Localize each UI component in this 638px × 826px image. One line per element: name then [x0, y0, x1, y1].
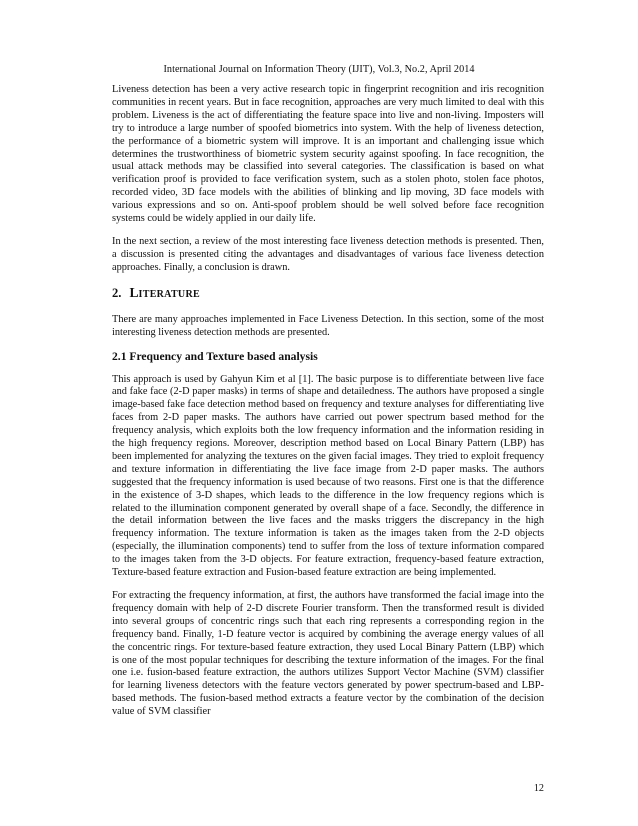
section-heading-literature [112, 285, 544, 302]
section-number: 2. [112, 285, 122, 300]
paragraph-feature-extraction: For extracting the frequency information, at first, the authors have transformed the facial image into the frequency domain with help of 2-D discrete Fourier transform. Then the transformed result is divided into several groups of concentric rings such that each ring represents a corresponding region in the frequency band. Finally, 1-D feature vector is acquired by combining the average energy values of all the concentric rings. For texture-based feature extraction, they used Local Binary Pattern (LBP) which is one of the most popular techniques for describing the texture information of the images. For the final one i.e. fusion-based feature extraction, the authors utilizes Support Vector Machine (SVM) classifier for learning liveness detectors with the feature vectors generated by power spectrum-based and LBP-based methods. The fusion-based method extracts a feature vector by the combination of the decision value of SVM classifier [112, 590, 544, 718]
paragraph-literature: There are many approaches implemented in Face Liveness Detection. In this section, some of the most interesting liveness detection methods are presented. [112, 313, 544, 338]
page-number: 12 [533, 783, 544, 794]
body-text [112, 84, 544, 729]
section-title-rest: ITERATURE [138, 288, 200, 300]
subsection-heading: 2.1 Frequency and Texture based analysis [112, 349, 318, 363]
paragraph-intro: Liveness detection has been a very active research topic in fingerprint recognition and iris recognition communities in recent years. But in face recognition, approaches are very much limited to deal with this problem. Liveness is the act of differentiating the feature space into live and non-living. Imposters will try to introduce a large number of spoofed biometrics into system. With the help of liveness detection, the performance of a biometric system will improve. It is an important and challenging issue which determines the trustworthiness of biometric system security against spoofing. In face recognition, the usual attack methods may be classified into several categories. The classification is based on what verification proof is provided to face verification system, such as a stolen photo, stolen face photos, recorded video, 3D face models with the abilities of blinking and lip moving, 3D face models with various expressions and so on. Anti-spoof problem should be well solved before face recognition systems could be widely applied in our daily life. [112, 84, 544, 225]
paragraph-frequency-texture: This approach is used by Gahyun Kim et al [1]. The basic purpose is to differentiate between live face and fake face (2-D paper masks) in terms of shape and detailedness. The authors have proposed a single image-based fake face detection method based on frequency and texture analyses for differentiating live faces from 2-D paper masks. The authors have carried out power spectrum based method for the frequency analysis, which exploits both the low frequency information and the information residing in the high frequency regions. Moreover, description method based on Local Binary Pattern (LBP) has been implemented for analyzing the textures on the given facial images. They tried to exploit frequency and texture information in differentiating the live face image from 2-D paper masks. The authors suggested that the frequency information is used because of two reasons. First one is that the difference in the existence of 3-D shapes, which leads to the difference in the low frequency regions which is related to the illumination component generated by overall shape of a face. Secondly, the difference in the detail information between the live faces and the masks triggers the discrepancy in the high frequency information. The texture information is taken as the images taken from the 2-D objects (especially, the illumination components) tend to suffer from the loss of texture information compared to the images taken from the 3-D objects. For feature extraction, frequency-based feature extraction, Texture-based feature extraction and Fusion-based feature extraction are being implemented. [112, 373, 544, 579]
section-title-initial: L [129, 284, 139, 300]
journal-header: International Journal on Information Theory (IJIT), Vol.3, No.2, April 2014 [163, 64, 475, 75]
paragraph-overview: In the next section, a review of the most interesting face liveness detection methods is presented. Then, a discussion is presented citing the advantages and disadvantages of various face liveness detection approaches. Finally, a conclusion is drawn. [112, 235, 544, 273]
